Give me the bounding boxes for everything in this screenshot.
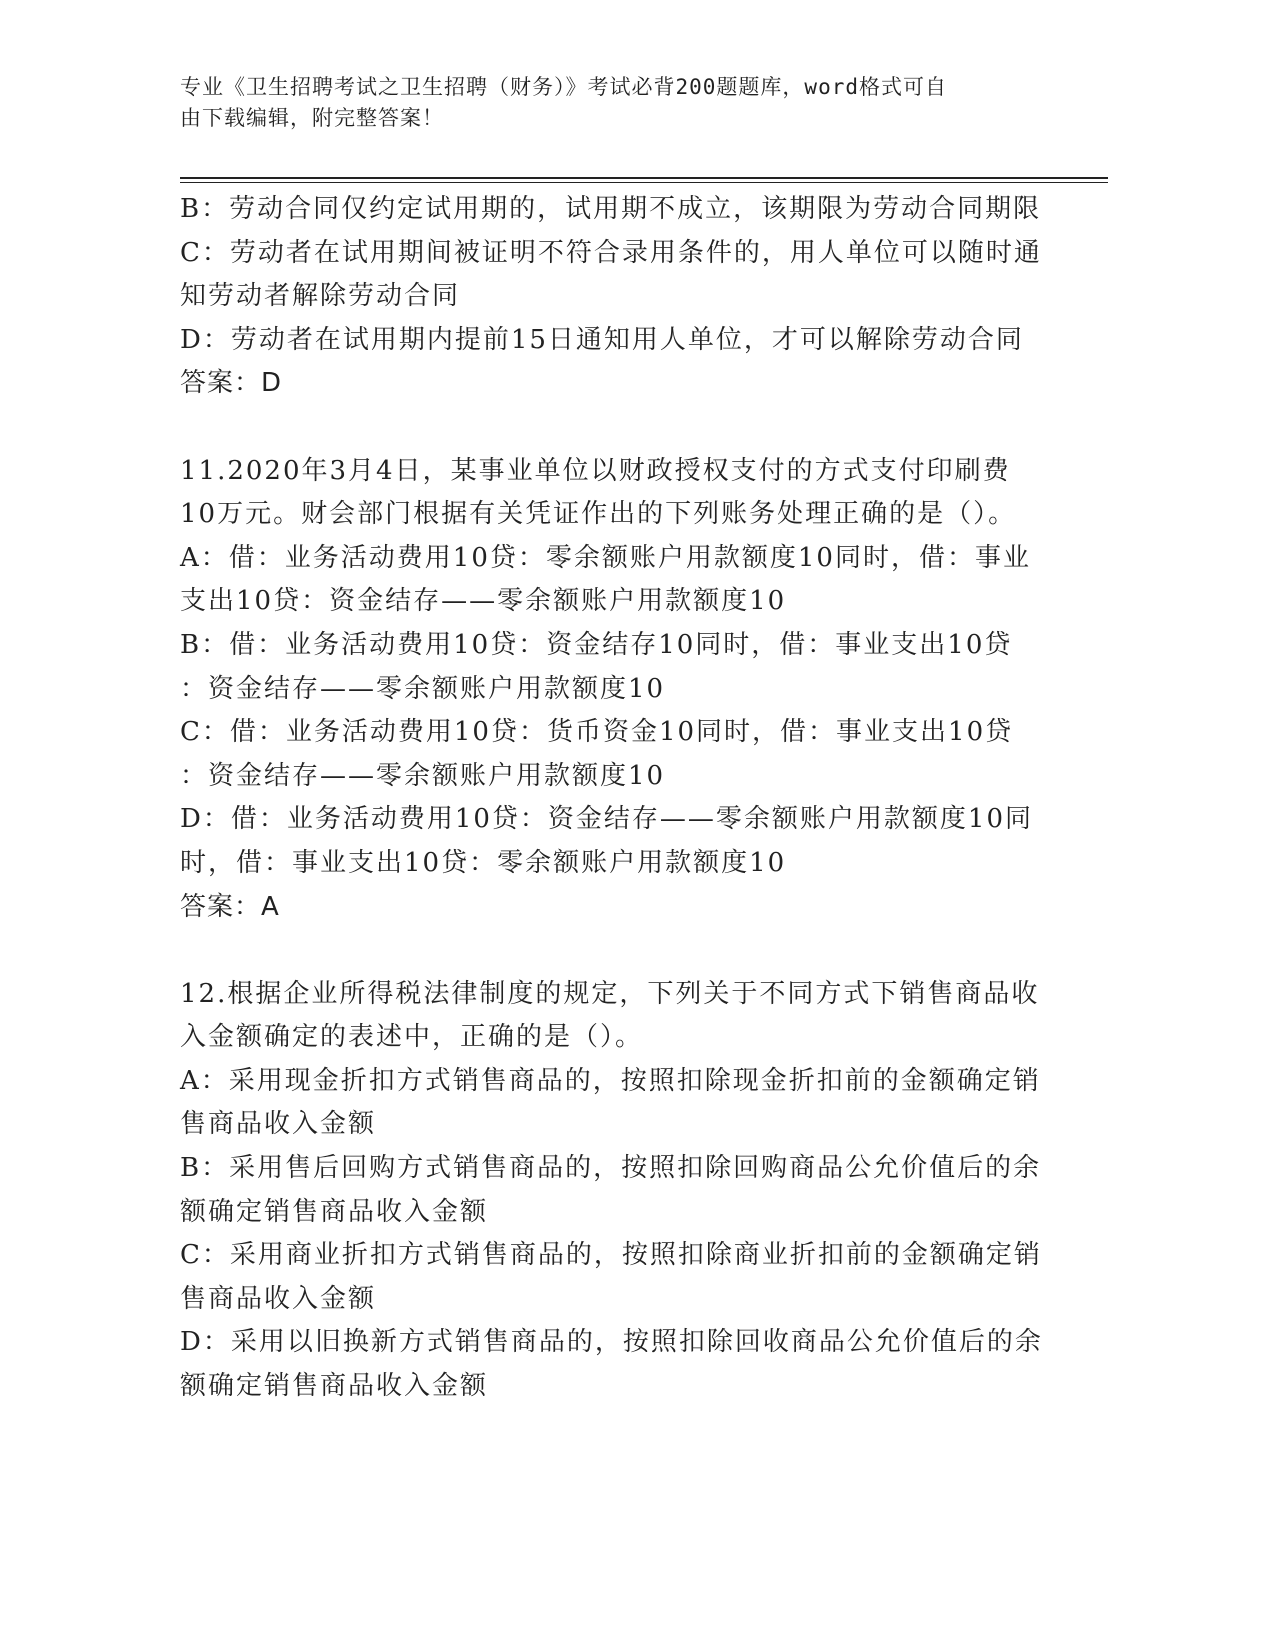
question-stem: 11.2020年3月4日，某事业单位以财政授权支付的方式支付印刷费 — [180, 455, 1011, 486]
question-stem-continued: 入金额确定的表述中，正确的是（）。 — [180, 1022, 644, 1053]
option-b: B：劳动合同仅约定试用期的，试用期不成立，该期限为劳动合同期限 — [180, 194, 1042, 224]
option-b: B：借：业务活动费用10贷：资金结存10同时，借：事业支出10贷 — [180, 629, 1013, 660]
option-a: A：采用现金折扣方式销售商品的，按照扣除现金折扣前的金额确定销 — [180, 1065, 1041, 1096]
option-d: D：劳动者在试用期内提前15日通知用人单位，才可以解除劳动合同 — [180, 324, 1024, 355]
option-d: D：采用以旧换新方式销售商品的，按照扣除回收商品公允价值后的余 — [180, 1327, 1043, 1358]
option-a-continued: 支出10贷：资金结存——零余额账户用款额度10 — [180, 586, 787, 617]
option-b: B：采用售后回购方式销售商品的，按照扣除回购商品公允价值后的余 — [180, 1153, 1042, 1184]
option-d: D：借：业务活动费用10贷：资金结存——零余额账户用款额度10同 — [180, 804, 1034, 835]
question-spacer — [180, 929, 1035, 973]
option-d-continued: 时，借：事业支出10贷：零余额账户用款额度10 — [180, 847, 787, 878]
answer-label: 答案：D — [180, 368, 283, 399]
answer-label: 答案：A — [180, 891, 280, 922]
document-header — [180, 72, 1040, 134]
option-c-continued: ：资金结存——零余额账户用款额度10 — [180, 760, 666, 791]
question-12 — [180, 973, 1043, 1409]
question-stem-continued: 10万元。财会部门根据有关凭证作出的下列账务处理正确的是（）。 — [180, 499, 1017, 530]
option-c-continued: 知劳动者解除劳动合同 — [180, 281, 461, 312]
question-10-continued — [180, 188, 1042, 406]
option-b-continued: ：资金结存——零余额账户用款额度10 — [180, 673, 666, 704]
question-11 — [180, 450, 1035, 930]
document-body — [180, 188, 1043, 1409]
header-divider-thin — [180, 182, 1108, 183]
option-a: A：借：业务活动费用10贷：零余额账户用款额度10同时，借：事业 — [180, 542, 1031, 573]
header-divider-thick — [180, 177, 1108, 179]
option-d-continued: 额确定销售商品收入金额 — [180, 1371, 489, 1402]
header-line-1: 专业《卫生招聘考试之卫生招聘（财务）》考试必背200题题库，word格式可自 — [180, 75, 947, 99]
option-c: C：劳动者在试用期间被证明不符合录用条件的，用人单位可以随时通 — [180, 237, 1042, 268]
header-line-2: 由下载编辑，附完整答案！ — [180, 106, 444, 130]
question-spacer — [180, 406, 1035, 450]
option-c: C：采用商业折扣方式销售商品的，按照扣除商业折扣前的金额确定销 — [180, 1240, 1042, 1271]
question-stem: 12.根据企业所得税法律制度的规定，下列关于不同方式下销售商品收 — [180, 978, 1040, 1009]
option-c: C：借：业务活动费用10贷：货币资金10同时，借：事业支出10贷 — [180, 717, 1014, 748]
option-a-continued: 售商品收入金额 — [180, 1109, 377, 1140]
option-b-continued: 额确定销售商品收入金额 — [180, 1196, 489, 1227]
option-c-continued: 售商品收入金额 — [180, 1283, 377, 1314]
